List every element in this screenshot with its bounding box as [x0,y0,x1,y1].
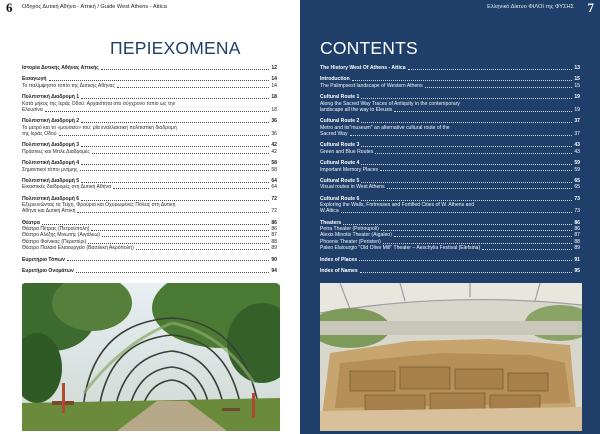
toc-subentry [22,245,277,251]
dot-leader [81,146,269,147]
toc-heading [22,268,277,274]
dot-leader [77,212,269,213]
toc-entry-text: Πολιτιστική Διαδρομή 6 [22,195,80,202]
toc-page-number: 88 [574,238,580,245]
toc-page-number: 65 [574,184,580,191]
toc-heading [320,65,580,71]
toc-heading [22,257,277,263]
dot-leader [361,164,572,165]
toc-entry [320,220,580,251]
toc-page-number: 72 [271,195,277,202]
toc-entry [320,76,580,89]
dot-leader [49,80,270,81]
toc-subentry [320,208,580,214]
toc-entry [22,76,277,89]
toc-entry [22,220,277,251]
ancient-stone-ruins-photo [320,283,582,431]
dot-leader [81,164,269,165]
toc-entry [22,118,277,137]
dot-leader [425,87,573,88]
dot-leader [80,170,270,171]
page-number: 6 [6,0,13,15]
toc-entry-text: Introduction [320,76,350,83]
toc-heading [320,257,580,263]
toc-entry [320,94,580,113]
dot-leader [91,230,269,231]
toc-page-number: 89 [271,245,277,252]
toc-subentry [320,245,580,251]
dot-leader [59,135,270,136]
toc-subentry [320,107,580,113]
toc-page-number: 59 [574,166,580,173]
toc-subentry [320,83,580,89]
dot-leader [92,153,269,154]
dot-leader [394,236,573,237]
toc-entry-text: Θέατρο Παλαιό Ελαιουργείο (Βασιλική Ακρόπολη) [22,245,134,252]
toc-page-number: 59 [574,160,580,167]
toc-entry-text: Cultural Route 6 [320,195,360,202]
toc-page-number: 42 [271,148,277,155]
dot-leader [482,249,572,250]
toc-page-number: 89 [574,245,580,252]
toc-page-number: 19 [574,106,580,113]
toc-entry-text: Σημαντικοί τόποι μνήμης [22,166,78,173]
toc-page-number: 42 [271,142,277,149]
toc-page-number: 88 [271,238,277,245]
toc-page-number: 15 [574,82,580,89]
toc-entry [22,94,277,113]
toc-entry-text: Petra Theater (Petroupoli) [320,226,379,233]
toc-entry-text: Εξερευνώντας τα Τείχη, Φρούρια και Οχυρωμένες Πόλεις στη Δυτική [22,202,176,209]
toc-page-number: 86 [271,219,277,226]
dot-leader [387,188,573,189]
dot-leader [88,243,269,244]
toc-entry [22,65,277,71]
toc-page-number: 43 [574,148,580,155]
dot-leader [102,236,269,237]
toc-page-number: 15 [574,76,580,83]
toc-entry-text: Alexis Minotis Theater (Aigaleo) [320,232,392,239]
toc-entry-text: Πολιτιστική Διαδρομή 1 [22,94,80,101]
dot-leader [394,111,572,112]
toc-entry-text: Πολιτιστική Διαδρομή 3 [22,142,80,149]
toc-entry-text: Cultural Route 2 [320,118,360,125]
toc-entry-text: Το παλίμψηστο τοπίο της Δυτικής Αθήνας [22,82,115,89]
toc-subentry [22,149,277,155]
toc-heading [22,65,277,71]
dot-leader [45,111,270,112]
toc-entry-text: Θέατρο Αλέξης Μινωτής (Αιγάλεω) [22,232,101,239]
toc-subentry [22,131,277,137]
dot-leader [361,122,572,123]
toc-page-number: 19 [574,94,580,101]
toc-entry-text: The Palimpsest landscape of Western Athens [320,82,423,89]
running-header: Ελληνικό Δίκτυο ΦΙΛΟΙ της ΦΥΣΗΣ [487,4,574,10]
toc-page-number: 64 [271,184,277,191]
toc-entry-text: Εικαστικές διαδρομές στη Δυτική Αθήνα [22,184,112,191]
toc-subentry [22,167,277,173]
toc-entry [320,257,580,263]
dot-leader [383,243,573,244]
toc-entry [22,160,277,173]
toc-entry-text: Θέατρο Πέτρας (Πετρούπολη) [22,226,90,233]
dot-leader [380,170,572,171]
toc-entry-text: Ελευσίνα [22,106,43,113]
toc-page-number: 72 [271,208,277,215]
toc-page-number: 58 [271,166,277,173]
toc-entry-text: Θέατρο Φοίνικας (Περιστέρι) [22,238,87,245]
toc-entry [320,268,580,274]
toc-subentry [22,208,277,214]
toc-page-number: 12 [271,65,277,71]
dot-leader [341,212,573,213]
toc-page-number: 86 [574,219,580,226]
right-page [300,0,600,434]
running-header: Οδηγός Δυτική Αθήνα - Αττική / Guide West Athens - Attica [22,4,167,10]
toc-subentry [320,149,580,155]
toc-page-number: 36 [271,118,277,125]
toc-entry-text: Ιστορία Δυτικής Αθήνας Αττικής [22,65,99,71]
dot-leader [81,122,269,123]
toc-entry-text: Cultural Route 3 [320,142,360,149]
toc-entry [320,65,580,71]
toc-page-number: 86 [271,226,277,233]
toc-entry-text: Αθήνα και Δυτική Αττική [22,208,76,215]
toc-entry-text: Green and Blue Routes [320,148,374,155]
toc-page-number: 87 [271,232,277,239]
toc-subentry [22,184,277,190]
table-of-contents [22,65,277,279]
toc-entry-text: Cultural Route 5 [320,177,360,184]
toc-entry [320,142,580,155]
dot-leader [67,260,269,261]
toc-entry-text: Exploring the Walls, Fortresses and Fortified Cities of W. Athens and [320,202,475,209]
park-photo-graphic [22,283,280,431]
page-title: ΠΕΡΙΕΧΟΜΕΝΑ [110,38,241,58]
dot-leader [117,87,269,88]
dot-leader [113,188,269,189]
toc-page-number: 65 [574,177,580,184]
toc-page-number: 14 [271,76,277,83]
dot-leader [361,98,572,99]
toc-subentry [320,131,580,137]
dot-leader [343,224,572,225]
toc-page-number: 37 [574,130,580,137]
toc-entry [320,160,580,173]
dot-leader [408,69,573,70]
toc-entry-text: Index of Places [320,256,358,263]
toc-entry [22,196,277,215]
toc-entry-text: Index of Names [320,268,358,274]
toc-page-number: 37 [574,118,580,125]
toc-page-number: 14 [271,82,277,89]
toc-entry-text: Κατά μήκος της Ιεράς Οδού: Αρχαιότητα στο σύγχρονο τοπίο ως την [22,100,176,107]
page-title: CONTENTS [320,38,418,58]
toc-page-number: 86 [574,226,580,233]
toc-entry-text: landscape all the way to Eleusis [320,106,393,113]
dot-leader [361,182,572,183]
toc-entry-text: Εισαγωγή [22,76,47,83]
dot-leader [375,153,572,154]
dot-leader [361,146,572,147]
toc-entry-text: Phoenix Theater (Peristeri) [320,238,381,245]
dot-leader [136,249,270,250]
toc-entry [320,196,580,215]
toc-entry-text: The History West Of Athens - Attica [320,65,406,71]
park-pergola-photo [22,283,280,431]
toc-entry-text: της Ιεράς Οδού [22,130,57,137]
dot-leader [360,272,573,273]
toc-page-number: 95 [574,268,580,274]
toc-entry [320,118,580,137]
toc-entry-text: Along the Sacred Way Traces of Antiquity in the contemporary [320,100,460,107]
toc-entry [22,257,277,263]
toc-entry-text: Cultural Route 1 [320,94,360,101]
dot-leader [361,200,572,201]
toc-entry-text: Πολιτιστική Διαδρομή 4 [22,160,80,167]
toc-entry-text: Paleo Elaiourgio "Old Olive Mill" Theater – Aeschylia Festival (Elefsina) [320,245,481,252]
toc-entry-text: Visual routes in West Athens [320,184,385,191]
dot-leader [350,135,573,136]
toc-page-number: 18 [271,106,277,113]
dot-leader [359,260,572,261]
toc-page-number: 13 [574,65,580,71]
dot-leader [352,80,573,81]
toc-page-number: 43 [574,142,580,149]
toc-page-number: 73 [574,208,580,215]
toc-subentry [320,184,580,190]
toc-entry [22,142,277,155]
toc-entry-text: Πολιτιστική Διαδρομή 5 [22,177,80,184]
dot-leader [81,200,269,201]
toc-page-number: 94 [271,268,277,274]
toc-entry [22,178,277,191]
dot-leader [101,69,269,70]
dot-leader [81,182,269,183]
toc-page-number: 73 [574,195,580,202]
toc-page-number: 91 [574,256,580,263]
toc-entry-text: Πράσινες και Μπλε Διαδρομές [22,148,90,155]
toc-subentry [22,107,277,113]
toc-page-number: 36 [271,130,277,137]
toc-heading [320,268,580,274]
dot-leader [76,272,269,273]
table-of-contents [320,65,580,279]
toc-subentry [22,83,277,89]
toc-entry-text: Theaters [320,219,342,226]
toc-entry-text: Metro and its"museum" an alternative cultural route of the [320,124,450,131]
dot-leader [81,98,269,99]
toc-page-number: 18 [271,94,277,101]
toc-entry-text: Ευρετήριο Ονομάτων [22,268,74,274]
toc-entry-text: Sacred Way [320,130,348,137]
toc-subentry [320,167,580,173]
toc-entry-text: Cultural Route 4 [320,160,360,167]
toc-page-number: 87 [574,232,580,239]
toc-entry [22,268,277,274]
dot-leader [42,224,269,225]
toc-entry-text: Πολιτιστική Διαδρομή 2 [22,118,80,125]
toc-entry-text: Το μετρό και το «μουσείο» του: μία εναλλακτική πολιτιστική διαδρομή [22,124,177,131]
dot-leader [381,230,573,231]
page-number: 7 [587,0,594,15]
toc-page-number: 64 [271,177,277,184]
ruins-photo-graphic [320,283,582,431]
toc-entry-text: Important Memory Places [320,166,379,173]
toc-page-number: 58 [271,160,277,167]
toc-entry-text: Θέατρα [22,219,40,226]
toc-entry-text: W.Attica [320,208,339,215]
toc-page-number: 90 [271,256,277,263]
toc-entry [320,178,580,191]
toc-entry-text: Ευρετήριο Τόπων [22,256,66,263]
